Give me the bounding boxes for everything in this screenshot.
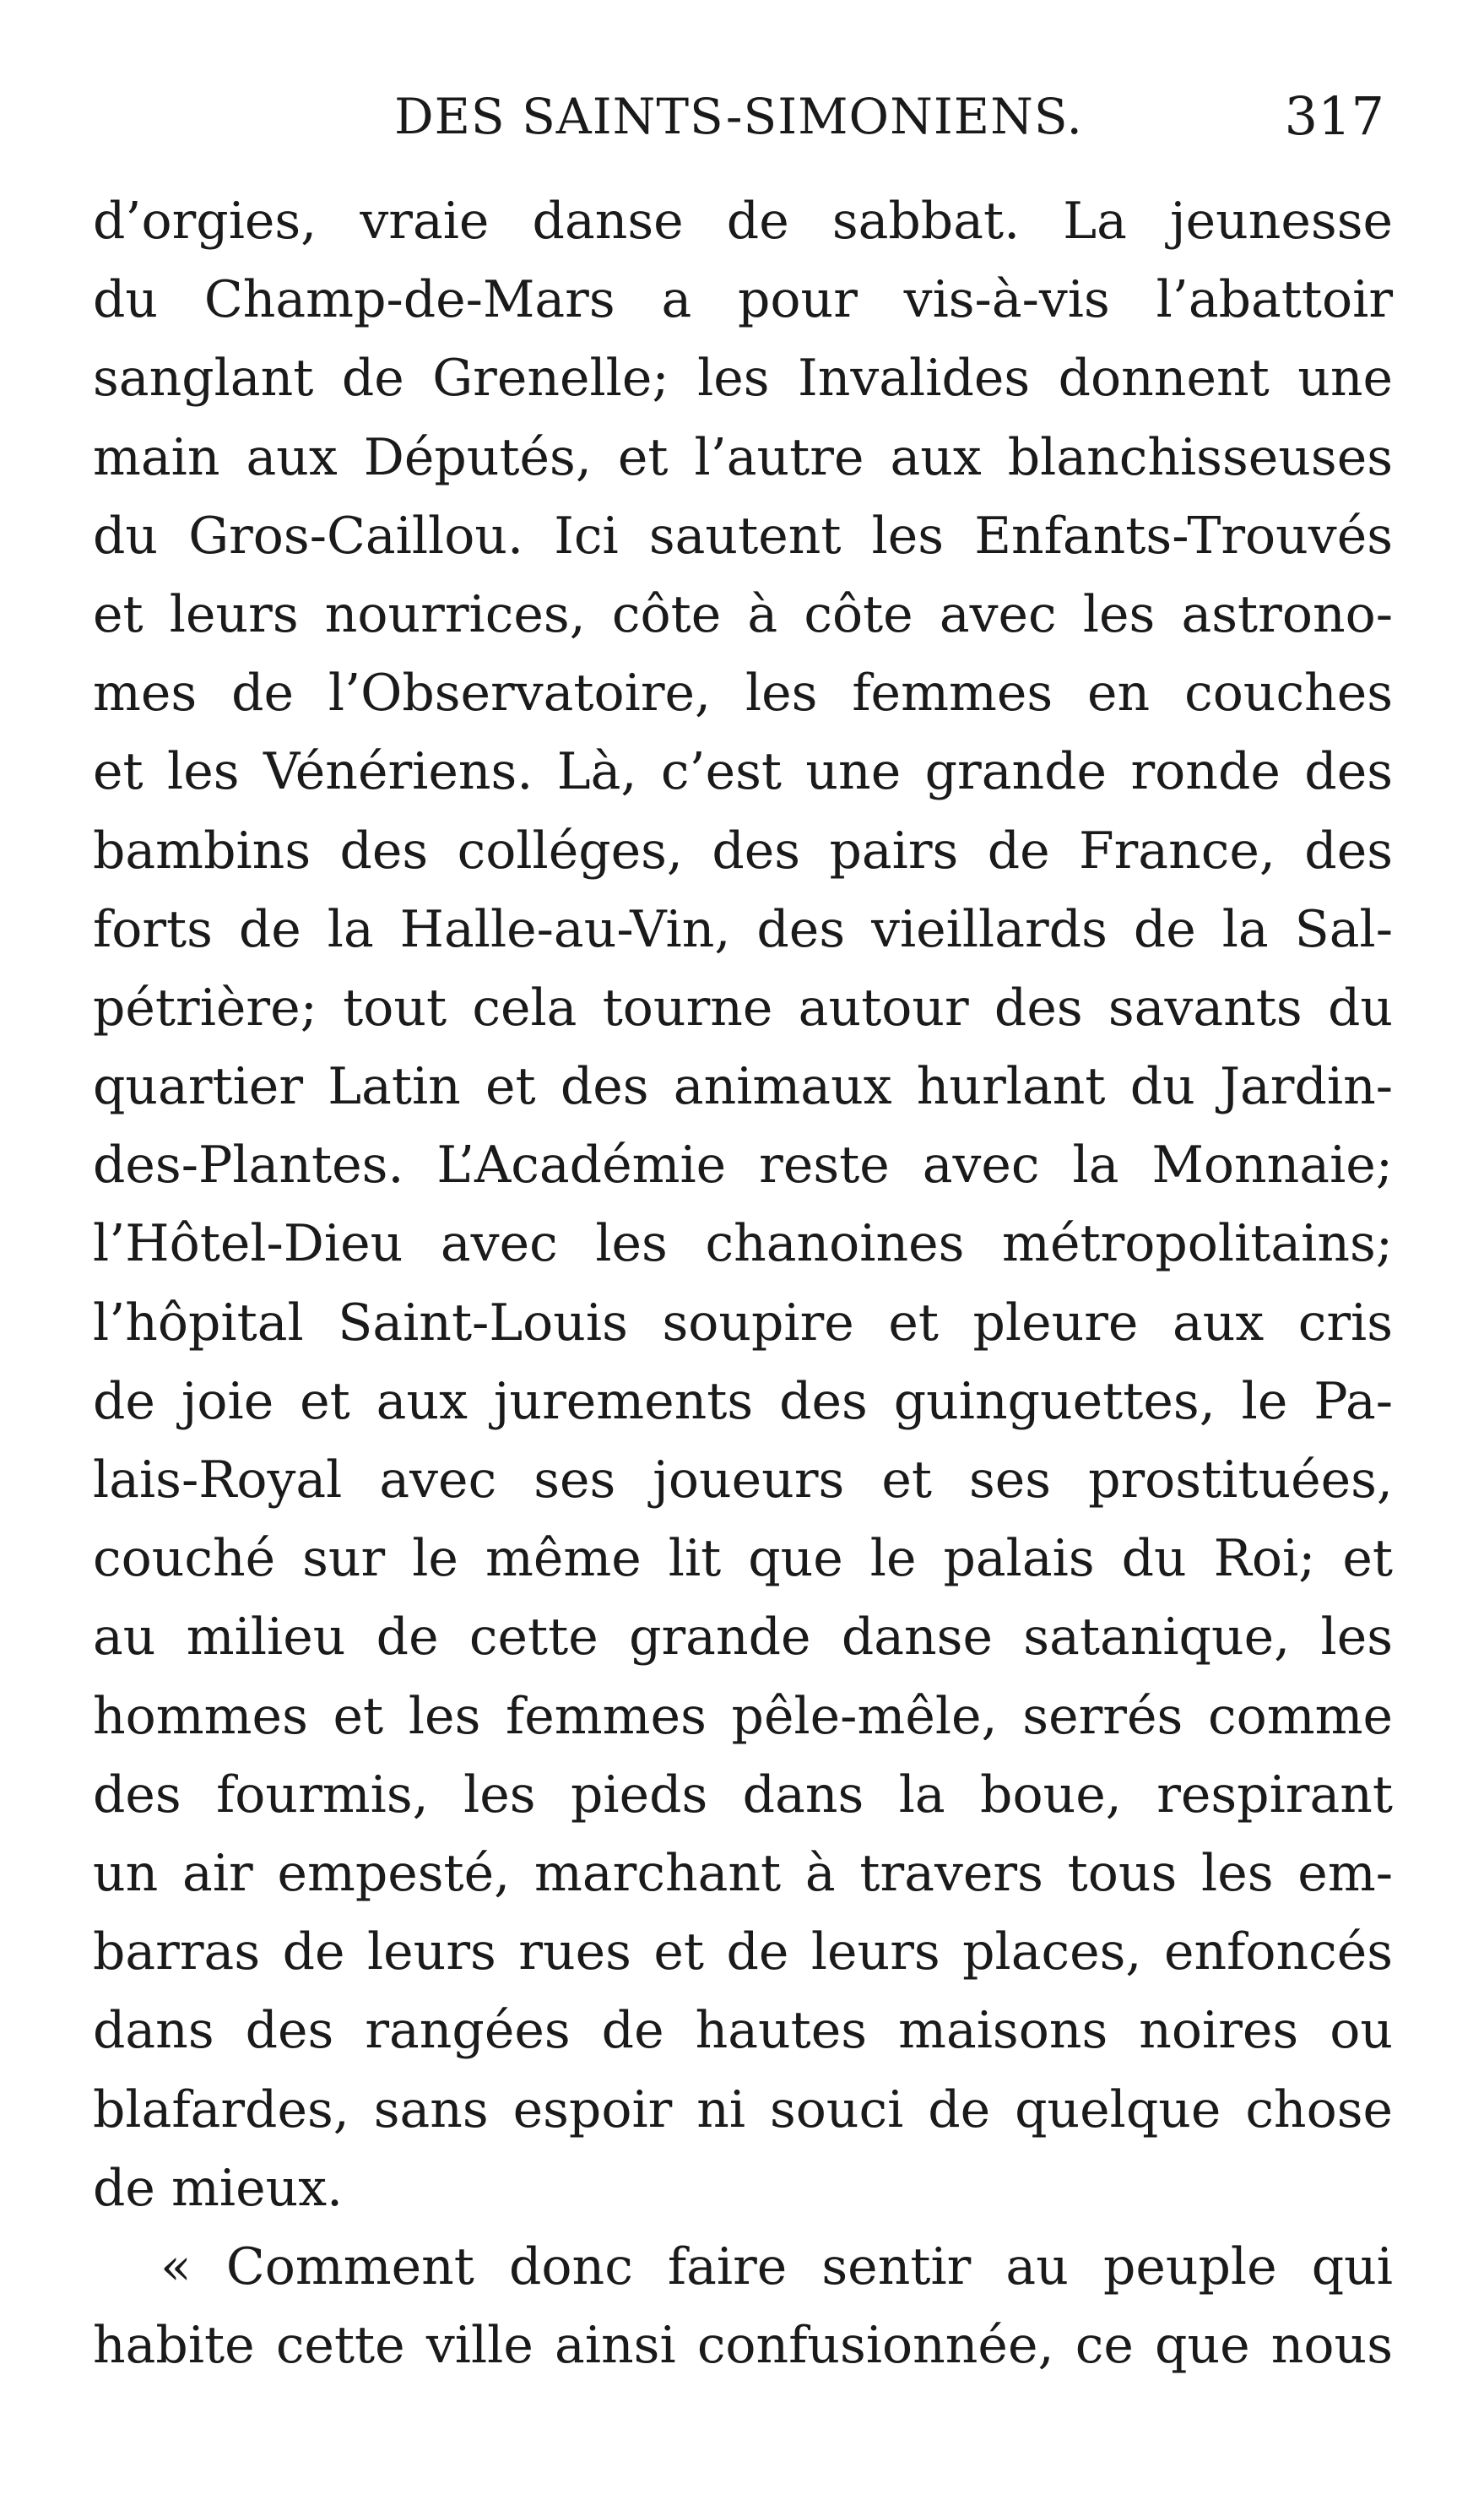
text-line: « Comment donc faire sentir au peuple qui [160, 2237, 1393, 2296]
text-line: dans des rangées de hautes maisons noires ou [93, 2001, 1393, 2061]
text-line: mes de l’Observatoire, les femmes en couches [93, 664, 1393, 724]
text-line: habite cette ville ainsi confusionnée, ce que nous [93, 2316, 1393, 2376]
text-line: un air empesté, marchant à travers tous les em- [93, 1843, 1393, 1903]
paragraph-2 [93, 2228, 1393, 2385]
text-line: lais-Royal avec ses joueurs et ses prostituées, [93, 1450, 1393, 1510]
text-line: et les Vénériens. Là, c’est une grande ronde des [93, 742, 1393, 802]
text-line: quartier Latin et des animaux hurlant du Jardin- [93, 1057, 1393, 1117]
text-line: barras de leurs rues et de leurs places, enfoncés [93, 1922, 1393, 1982]
text-line: bambins des colléges, des pairs de France, des [93, 821, 1393, 881]
text-line: de joie et aux jurements des guinguettes, le Pa- [93, 1371, 1393, 1431]
text-line: forts de la Halle-au-Vin, des vieillards de la Sal- [93, 899, 1393, 959]
text-line: et leurs nourrices, côte à côte avec les astrono- [93, 584, 1393, 644]
text-line: l’hôpital Saint-Louis soupire et pleure aux cris [93, 1293, 1393, 1353]
running-title: DES SAINTS-SIMONIENS. [394, 88, 1083, 145]
text-line: pétrière; tout cela tourne autour des savants du [93, 978, 1393, 1038]
text-line: hommes et les femmes pêle-mêle, serrés comme [93, 1686, 1393, 1746]
running-head [93, 83, 1384, 159]
text-line: du Champ-de-Mars a pour vis-à-vis l’abattoir [93, 270, 1393, 330]
text-line: du Gros-Caillou. Ici sautent les Enfants-Trouvés [93, 506, 1393, 566]
text-line: sanglant de Grenelle; les Invalides donnent une [93, 349, 1393, 409]
text-line: couché sur le même lit que le palais du Roi; et [93, 1529, 1393, 1589]
text-line: d’orgies, vraie danse de sabbat. La jeunesse [93, 192, 1393, 251]
text-line: main aux Députés, et l’autre aux blanchisseuses [93, 427, 1393, 487]
text-line: de mieux. [93, 2158, 344, 2218]
paragraph-1 [93, 182, 1393, 2228]
body-text [93, 182, 1393, 2385]
text-line: au milieu de cette grande danse satanique, les [93, 1608, 1393, 1667]
text-line: l’Hôtel-Dieu avec les chanoines métropolitains; [93, 1214, 1393, 1274]
text-line: des-Plantes. L’Académie reste avec la Monnaie; [93, 1136, 1393, 1196]
text-line: des fourmis, les pieds dans la boue, respirant [93, 1765, 1393, 1825]
page-number: 317 [1284, 85, 1384, 147]
text-line: blafardes, sans espoir ni souci de quelque chose [93, 2079, 1393, 2139]
